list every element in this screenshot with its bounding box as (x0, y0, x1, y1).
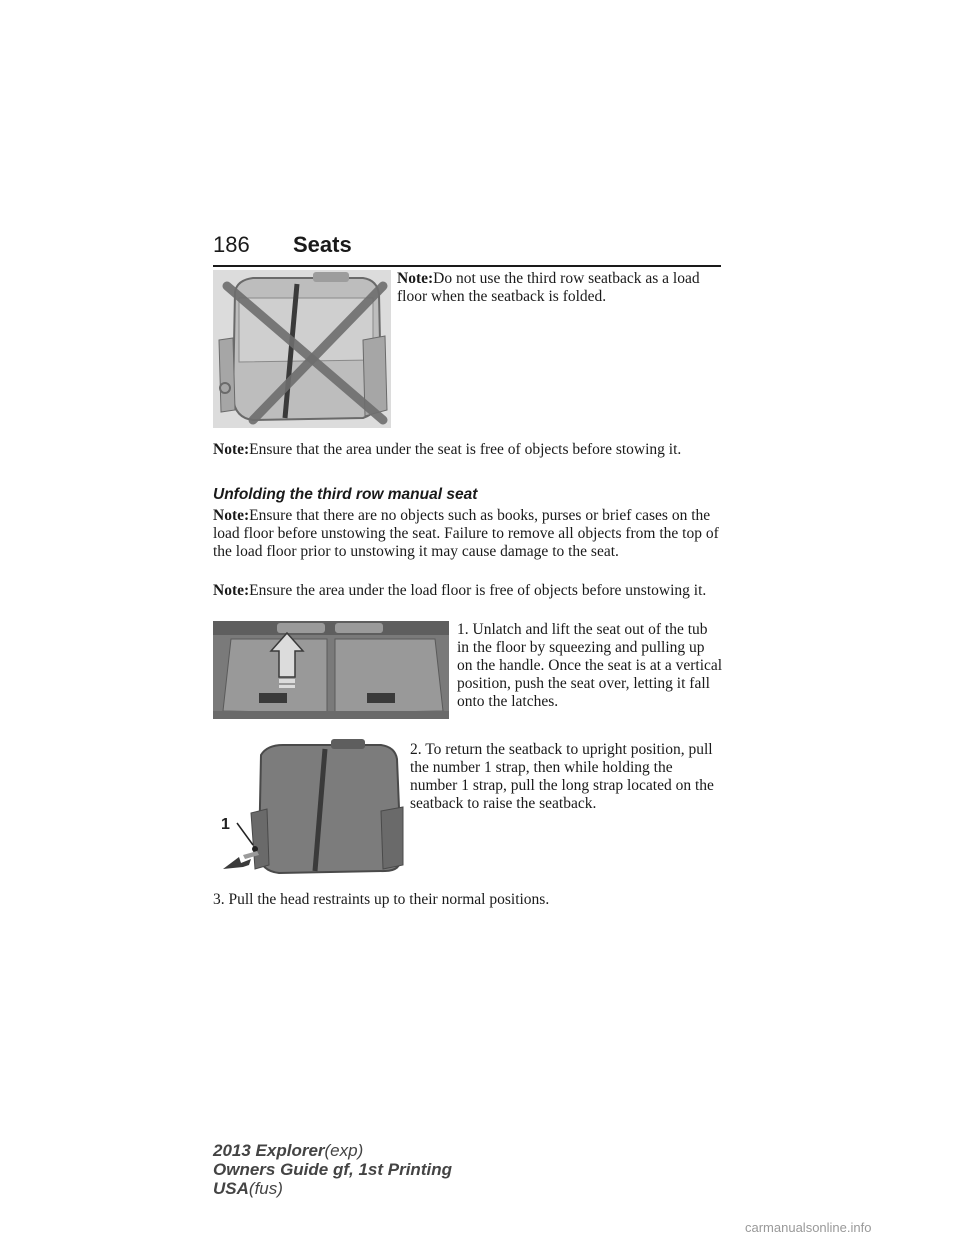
section-title: Seats (293, 232, 352, 257)
seatback-raise-illustration (213, 739, 405, 875)
note-top: Note:Do not use the third row seatback as a load floor when the seatback is folded. (397, 270, 700, 305)
document-footer (213, 1141, 452, 1198)
step-2: 2. To return the seatback to upright position, pull the number 1 strap, then while holding the number 1 strap, pull the long strap located on the seatback to raise the seatback. (410, 741, 714, 812)
note-objects: Note:Ensure that the area under the seat is free of objects before stowing it. (213, 441, 682, 458)
step-1: 1. Unlatch and lift the seat out of the tub in the floor by squeezing and pulling up on the handle. Once the seat is at a vertical position, push the seat over, letting it fall onto the latches. (457, 621, 723, 710)
header-rule (213, 265, 721, 267)
footer-line-3: USA(fus) (213, 1179, 283, 1198)
step-3: 3. Pull the head restraints up to their normal positions. (213, 891, 550, 908)
footer-line-1: 2013 Explorer(exp) (213, 1141, 364, 1160)
page-header (213, 232, 721, 268)
site-watermark: carmanualsonline.info (745, 1220, 872, 1235)
page-number: 186 (213, 232, 250, 257)
note-unstow: Note:Ensure the area under the load floor is free of objects before unstowing it. (213, 582, 707, 599)
strap-callout-number: 1 (221, 816, 230, 833)
footer-line-2: Owners Guide gf, 1st Printing (213, 1160, 452, 1179)
note-load-floor: Note:Ensure that there are no objects such as books, purses or brief cases on the load floor before unstowing the seat. Failure to remove all objects from the top of the load floor prior to unstowing it may cause damage to the seat. (213, 507, 719, 560)
folded-seat-prohibited-illustration (213, 270, 391, 428)
load-floor-unlatch-illustration (213, 621, 449, 719)
subheading: Unfolding the third row manual seat (213, 486, 478, 503)
